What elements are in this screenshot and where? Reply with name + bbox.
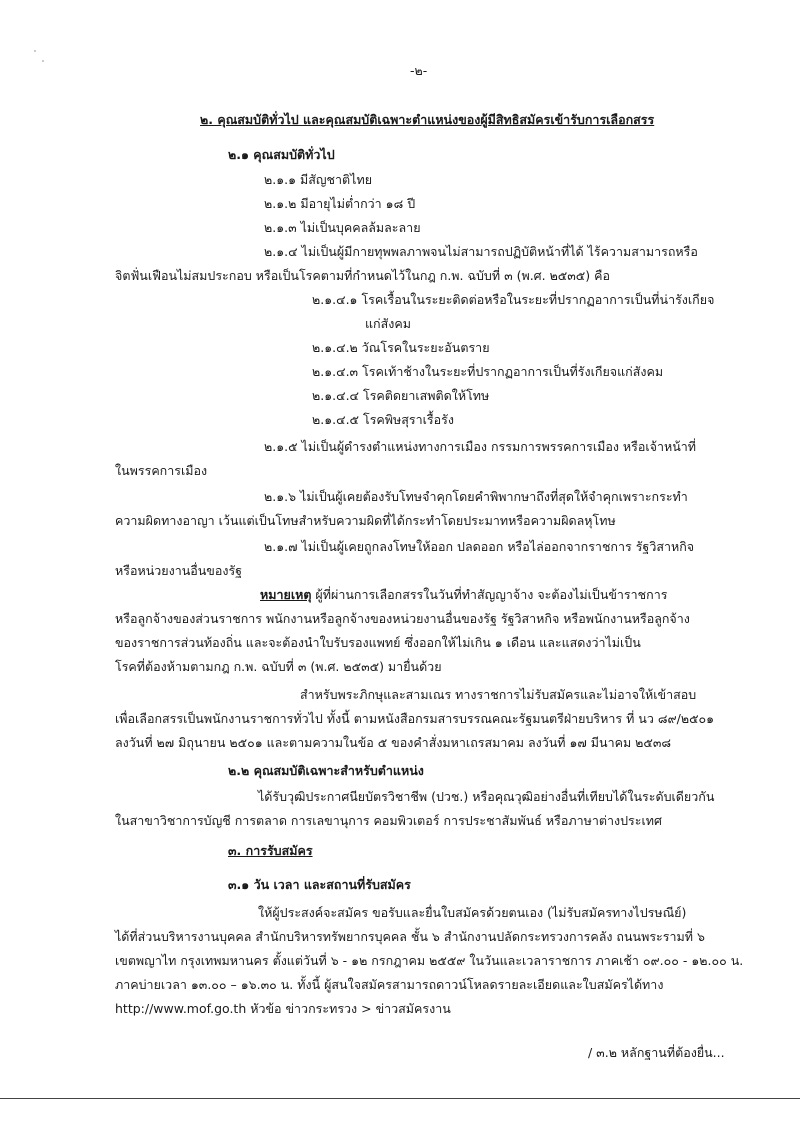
- section-2-2-line2: ในสาขาวิชาการบัญชี การตลาด การเลขานุการ คอมพิวเตอร์ การประชาสัมพันธ์ หรือภาษาต่างประเทศ: [115, 813, 662, 828]
- page-number: -๒-: [410, 63, 428, 78]
- section-3-1-line5: http://www.mof.go.th หัวข้อ ข่าวกระทรวง > ข่าวสมัครงาน: [115, 1001, 451, 1016]
- disease-2-1-4-1-line1: ๒.๑.๔.๑ โรคเรื้อนในระยะติดต่อหรือในระยะที่ปรากฏอาการเป็นที่น่ารังเกียจ: [312, 292, 715, 307]
- item-2-1-2: ๒.๑.๒ มีอายุไม่ต่ำกว่า ๑๘ ปี: [264, 196, 416, 211]
- item-2-1-7-line2: หรือหน่วยงานอื่นของรัฐ: [115, 563, 243, 578]
- section-3-1-line3: เขตพญาไท กรุงเทพมหานคร ตั้งแต่วันที่ ๖ - ๑๒ กรกฎาคม ๒๕๕๙ ในวันและเวลาราชการ ภาคเช้า ๐๙.๐๐ - ๑๒.๐๐ น.: [115, 953, 744, 968]
- disease-2-1-4-5: ๒.๑.๔.๕ โรคพิษสุราเรื้อรัง: [312, 412, 454, 427]
- disease-2-1-4-3: ๒.๑.๔.๓ โรคเท้าช้างในระยะที่ปรากฏอาการเป็นที่รังเกียจแก่สังคม: [312, 364, 664, 379]
- item-2-1-1: ๒.๑.๑ มีสัญชาติไทย: [264, 172, 373, 187]
- section-2-heading: ๒. คุณสมบัติทั่วไป และคุณสมบัติเฉพาะตำแหน่งของผู้มีสิทธิสมัครเข้ารับการเลือกสรร: [200, 112, 655, 127]
- scan-speck: [42, 60, 44, 62]
- item-2-1-6-line2: ความผิดทางอาญา เว้นแต่เป็นโทษสำหรับความผิดที่ได้กระทำโดยประมาทหรือความผิดลหุโทษ: [115, 513, 616, 528]
- section-3-1-heading: ๓.๑ วัน เวลา และสถานที่รับสมัคร: [228, 877, 411, 892]
- monk-line3: ลงวันที่ ๒๗ มิถุนายน ๒๕๐๑ และตามความในข้อ ๕ ของคำสั่งมหาเถรสมาคม ลงวันที่ ๑๗ มีนาคม ๒๕๓๘: [115, 735, 672, 750]
- disease-2-1-4-1-line2: แก่สังคม: [365, 316, 411, 331]
- monk-line2: เพื่อเลือกสรรเป็นพนักงานราชการทั่วไป ทั้งนี้ ตามหนังสือกรมสารบรรณคณะรัฐมนตรีฝ่ายบริหาร ที่ นว ๘๙/๒๕๐๑: [115, 711, 715, 726]
- note-line4: โรคที่ต้องห้ามตามกฎ ก.พ. ฉบับที่ ๓ (พ.ศ. ๒๕๓๕) มายื่นด้วย: [115, 659, 442, 674]
- item-2-1-5-line2: ในพรรคการเมือง: [115, 463, 208, 478]
- note-line2: หรือลูกจ้างของส่วนราชการ พนักงานหรือลูกจ้างของหน่วยงานอื่นของรัฐ รัฐวิสาหกิจ หรือพนักงานหรือลูกจ้าง: [115, 611, 690, 626]
- section-3-1-line1: ให้ผู้ประสงค์จะสมัคร ขอรับและยื่นใบสมัครด้วยตนเอง (ไม่รับสมัครทางไปรษณีย์): [258, 905, 687, 920]
- footer-continuation: / ๓.๒ หลักฐานที่ต้องยื่น...: [588, 1045, 725, 1060]
- page-bottom-edge: [0, 1098, 800, 1099]
- scan-speck: [34, 50, 36, 52]
- item-2-1-3: ๒.๑.๓ ไม่เป็นบุคคลล้มละลาย: [264, 220, 421, 235]
- section-3-1-line4: ภาคบ่ายเวลา ๑๓.๐๐ – ๑๖.๓๐ น. ทั้งนี้ ผู้สนใจสมัครสามารถดาวน์โหลดรายละเอียดและใบสมัครได้ทาง: [115, 977, 664, 992]
- note-text: ผู้ที่ผ่านการเลือกสรรในวันที่ทำสัญญาจ้าง จะต้องไม่เป็นข้าราชการ: [311, 587, 668, 602]
- section-2-1-heading: ๒.๑ คุณสมบัติทั่วไป: [228, 147, 335, 162]
- note-line1: [260, 586, 667, 604]
- section-3-heading: ๓. การรับสมัคร: [228, 843, 313, 858]
- monk-line1: สำหรับพระภิกษุและสามเณร ทางราชการไม่รับสมัครและไม่อาจให้เข้าสอบ: [300, 687, 697, 702]
- item-2-1-5-line1: ๒.๑.๕ ไม่เป็นผู้ดำรงตำแหน่งทางการเมือง กรรมการพรรคการเมือง หรือเจ้าหน้าที่: [264, 439, 697, 454]
- disease-2-1-4-2: ๒.๑.๔.๒ วัณโรคในระยะอันตราย: [312, 340, 490, 355]
- note-label: หมายเหตุ: [260, 587, 312, 602]
- disease-2-1-4-4: ๒.๑.๔.๔ โรคติดยาเสพติดให้โทษ: [312, 388, 490, 403]
- item-2-1-6-line1: ๒.๑.๖ ไม่เป็นผู้เคยต้องรับโทษจำคุกโดยคำพิพากษาถึงที่สุดให้จำคุกเพราะกระทำ: [264, 489, 688, 504]
- item-2-1-7-line1: ๒.๑.๗ ไม่เป็นผู้เคยถูกลงโทษให้ออก ปลดออก หรือไล่ออกจากราชการ รัฐวิสาหกิจ: [264, 539, 695, 554]
- item-2-1-4-line1: ๒.๑.๔ ไม่เป็นผู้มีกายทุพพลภาพจนไม่สามารถปฏิบัติหน้าที่ได้ ไร้ความสามารถหรือ: [264, 244, 698, 259]
- section-2-2-heading: ๒.๒ คุณสมบัติเฉพาะสำหรับตำแหน่ง: [228, 763, 424, 778]
- note-line3: ของราชการส่วนท้องถิ่น และจะต้องนำใบรับรองแพทย์ ซึ่งออกให้ไม่เกิน ๑ เดือน และแสดงว่าไม่เป็น: [115, 635, 641, 650]
- section-3-1-line2: ได้ที่ส่วนบริหารงานบุคคล สำนักบริหารทรัพยากรบุคคล ชั้น ๖ สำนักงานปลัดกระทรวงการคลัง ถนนพระรามที่ ๖: [115, 929, 705, 944]
- section-2-2-line1: ได้รับวุฒิประกาศนียบัตรวิชาชีพ (ปวช.) หรือคุณวุฒิอย่างอื่นที่เทียบได้ในระดับเดียวกัน: [258, 789, 715, 804]
- item-2-1-4-line2: จิตฟั่นเฟือนไม่สมประกอบ หรือเป็นโรคตามที่กำหนดไว้ในกฎ ก.พ. ฉบับที่ ๓ (พ.ศ. ๒๕๓๕) คือ: [115, 268, 610, 283]
